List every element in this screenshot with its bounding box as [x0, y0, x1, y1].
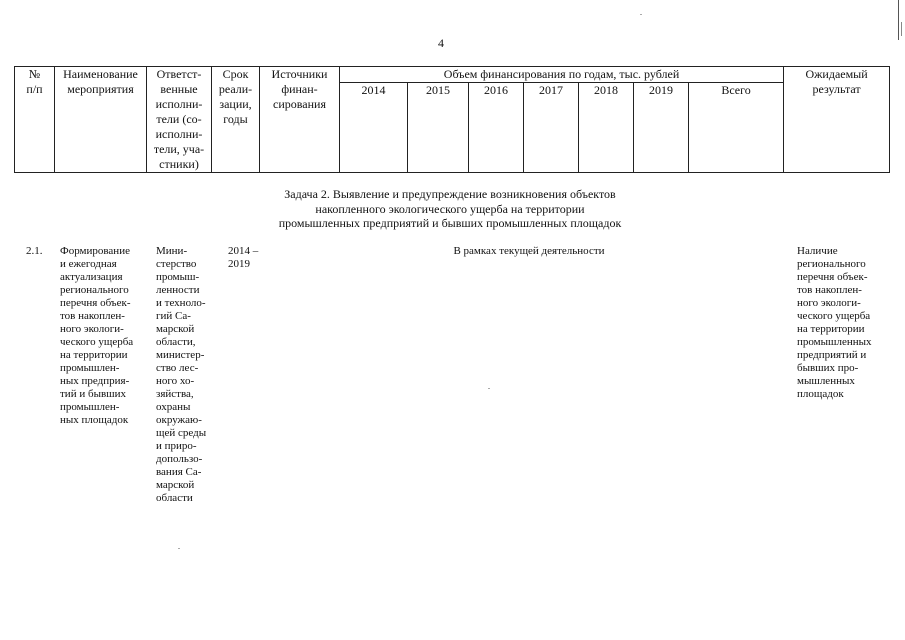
header-term: Срок реали- зации, годы	[212, 67, 260, 173]
header-num: № п/п	[15, 67, 55, 173]
header-result: Ожидаемый результат	[784, 67, 890, 173]
header-funding-title: Объем финансирования по годам, тыс. рублей	[340, 67, 784, 83]
header-year: 2019	[634, 83, 689, 173]
scan-speck	[178, 548, 180, 549]
header-year: 2014	[340, 83, 408, 173]
header-year: 2016	[469, 83, 524, 173]
table-header	[14, 66, 890, 173]
row-term: 2014 – 2019	[228, 245, 259, 270]
header-responsible: Ответст- венные исполни- тели (со- исполни- тели, уча- стники)	[147, 67, 212, 173]
scan-edge-mark	[898, 0, 899, 40]
header-year: 2015	[408, 83, 469, 173]
scan-speck	[640, 14, 642, 15]
row-responsible: Мини- стерство промыш- ленности и техноло- гий Са- марской области, министер- ство лес- ного хо- зяйства, охраны окружаю- щей среды и приро- допользо- вания Са- марской области	[156, 245, 207, 504]
row-expected-result: Наличие регионального перечня объек- тов накоплен- ного экологи- ческого ущерба на территории промышленных предприятий и бывших про- мышленных площадок	[797, 245, 872, 400]
page-number: 4	[438, 36, 444, 50]
scan-speck	[488, 388, 490, 389]
header-name: Наименование мероприятия	[55, 67, 147, 173]
scan-edge-mark	[901, 22, 902, 36]
header-year: 2018	[579, 83, 634, 173]
task-heading: Задача 2. Выявление и предупреждение возникновения объектов накопленного экологического ущерба на территории промышленных предприятий и бывших промышленных площадок	[278, 187, 622, 230]
header-sources: Источники финан- сирования	[260, 67, 340, 173]
row-activity-name: Формирование и ежегодная актуализация регионального перечня объек- тов накоплен- ного экологи- ческого ущерба на территории промышлен- ных предприя- тий и бывших промышлен- ных площадок	[60, 245, 134, 426]
header-year: 2017	[524, 83, 579, 173]
row-number: 2.1.	[26, 245, 43, 257]
row-financing: В рамках текущей деятельности	[453, 245, 605, 257]
header-year-total: Всего	[689, 83, 784, 173]
